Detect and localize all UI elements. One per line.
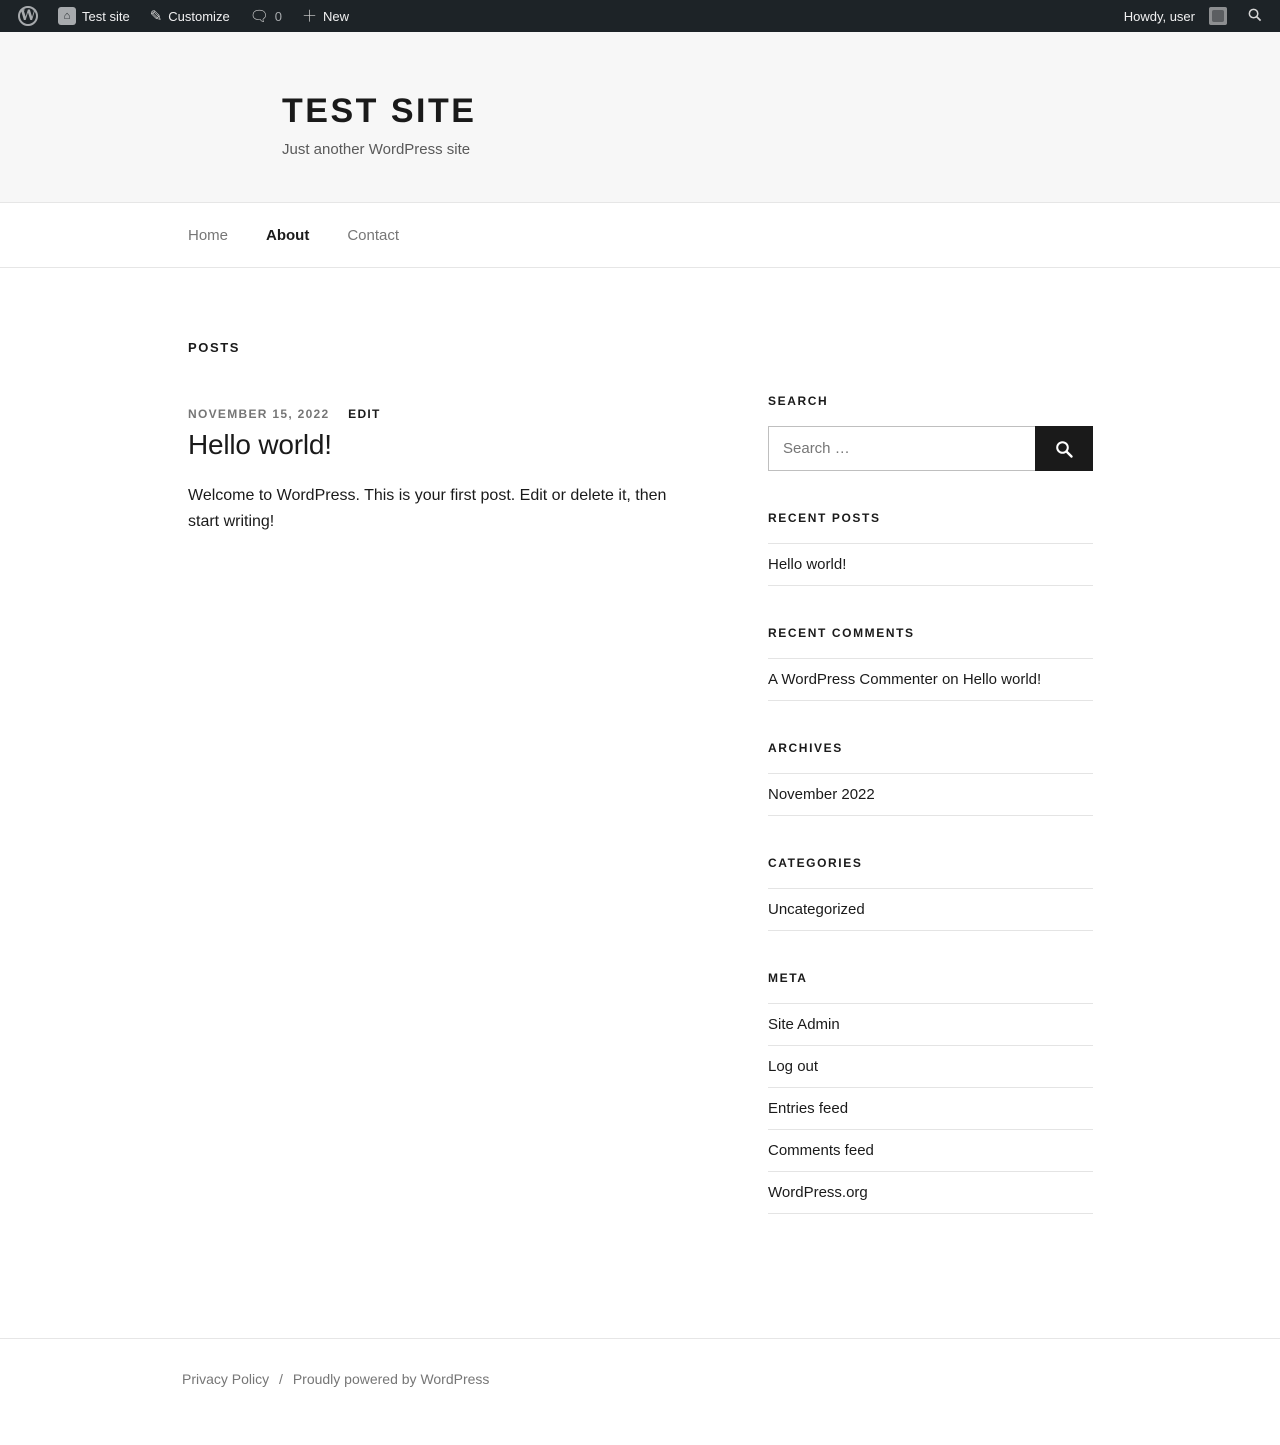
footer-separator: / [279, 1371, 283, 1387]
adminbar-site-name[interactable] [48, 0, 140, 32]
post-content [188, 483, 768, 536]
category-link[interactable]: Uncategorized [768, 901, 865, 918]
recent-post-link[interactable]: Hello world! [768, 556, 847, 573]
list-item [768, 773, 1093, 816]
list-item [768, 888, 1093, 931]
adminbar-new[interactable] [292, 0, 359, 32]
widget-search [768, 394, 1093, 471]
widget-recent-posts [768, 511, 1093, 586]
sidebar [768, 394, 1093, 1254]
meta-list [768, 1003, 1093, 1214]
plus-icon: ＋ [301, 7, 317, 25]
nav-item-contact[interactable]: Contact [347, 227, 400, 244]
content-area [0, 268, 1280, 1254]
meta-link-log-out[interactable]: Log out [768, 1058, 819, 1075]
widget-meta [768, 971, 1093, 1214]
comment-connector: on [937, 671, 963, 688]
main-content [188, 340, 768, 536]
posts-heading: POSTS [188, 340, 241, 355]
post-meta [188, 407, 768, 421]
adminbar-wp-logo[interactable] [8, 0, 48, 32]
meta-link-site-admin[interactable]: Site Admin [768, 1016, 840, 1033]
widget-recent-comments-title: RECENT COMMENTS [768, 626, 915, 640]
adminbar-search-toggle[interactable] [1237, 0, 1272, 32]
comment-bubble-icon: 🗨 [249, 7, 269, 25]
search-input[interactable] [768, 426, 1035, 471]
search-icon [1054, 439, 1074, 459]
nav-item-home[interactable]: Home [188, 227, 229, 244]
recent-comments-list [768, 658, 1093, 701]
adminbar-my-account[interactable] [1114, 0, 1237, 32]
adminbar-new-label: New [322, 8, 349, 24]
wordpress-logo-icon: W [18, 6, 38, 26]
widget-recent-comments [768, 626, 1093, 701]
primary-navigation [0, 203, 1280, 268]
comment-post-link[interactable]: Hello world! [962, 671, 1042, 688]
adminbar-howdy-label: Howdy, user [1123, 8, 1195, 24]
meta-link-comments-feed[interactable]: Comments feed [768, 1142, 874, 1159]
search-icon [1247, 7, 1262, 25]
avatar [1209, 7, 1227, 25]
search-form [768, 426, 1093, 471]
nav-item-about[interactable]: About [266, 227, 310, 244]
adminbar-customize-label: Customize [168, 8, 230, 24]
site-header-wrap [94, 92, 1186, 158]
post-article [188, 407, 768, 536]
categories-list [768, 888, 1093, 931]
nav-inner [0, 203, 1280, 268]
post-excerpt: Welcome to WordPress. This is your first post. Edit or delete it, then start writing! [188, 487, 667, 531]
comment-author: A WordPress Commenter [768, 671, 938, 688]
archive-link[interactable]: November 2022 [768, 786, 875, 803]
wordpress-credit-link[interactable]: Proudly powered by WordPress [292, 1371, 490, 1387]
search-button[interactable] [1035, 426, 1093, 471]
meta-link-wordpress-org[interactable]: WordPress.org [768, 1184, 868, 1201]
widget-search-title: SEARCH [768, 394, 829, 408]
adminbar-comment-count: 0 [274, 8, 282, 24]
post-edit-link[interactable]: EDIT [348, 407, 381, 421]
list-item [768, 1130, 1093, 1172]
list-item [768, 543, 1093, 586]
site-header [0, 32, 1280, 203]
archives-list [768, 773, 1093, 816]
post-date-link[interactable]: NOVEMBER 15, 2022 [188, 407, 330, 421]
widget-archives-title: ARCHIVES [768, 741, 843, 755]
meta-link-entries-feed[interactable]: Entries feed [768, 1100, 849, 1117]
adminbar-customize[interactable] [140, 0, 240, 32]
site-description: Just another WordPress site [282, 141, 471, 158]
list-item [768, 1046, 1093, 1088]
adminbar-site-name-label: Test site [82, 8, 130, 24]
widget-categories [768, 856, 1093, 931]
page-title[interactable]: TEST SITE [282, 92, 477, 130]
recent-posts-list [768, 543, 1093, 586]
footer-inner [0, 1371, 1280, 1387]
pencil-icon: ✎ [149, 7, 163, 25]
list-item [768, 658, 1093, 701]
adminbar-right-group [1114, 0, 1272, 32]
list-item [768, 1088, 1093, 1130]
widget-meta-title: META [768, 971, 808, 985]
site-footer [0, 1338, 1280, 1419]
widget-archives [768, 741, 1093, 816]
site-icon: ⌂ [58, 7, 76, 25]
widget-recent-posts-title: RECENT POSTS [768, 511, 881, 525]
admin-bar [0, 0, 1280, 32]
list-item [768, 1003, 1093, 1046]
post-title[interactable]: Hello world! [188, 429, 332, 460]
list-item [768, 1172, 1093, 1214]
privacy-policy-link[interactable]: Privacy Policy [182, 1371, 270, 1387]
widget-categories-title: CATEGORIES [768, 856, 863, 870]
adminbar-comments[interactable] [240, 0, 292, 32]
